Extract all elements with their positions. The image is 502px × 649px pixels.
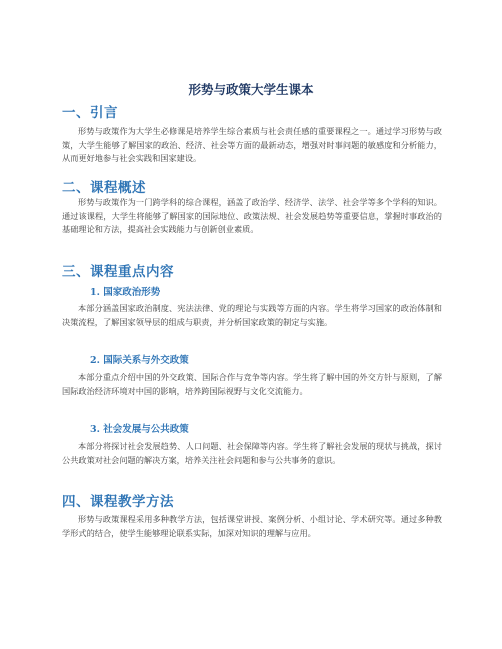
- section-heading-key-content: 三、课程重点内容: [62, 264, 174, 280]
- section-paragraph-overview: 形势与政策作为一门跨学科的综合课程，涵盖了政治学、经济学、法学、社会学等多个学科的知识。通过该课程，大学生将能够了解国家的国际地位、政策法规、社会发展趋势等重要信息，掌握时事政治的基础理论和方法，提高社会实践能力与创新创业素质。: [62, 197, 442, 234]
- section-heading-overview: 二、课程概述: [62, 180, 146, 196]
- subsection-paragraph-politics: 本部分涵盖国家政治制度、宪法法律、党的理论与实践等方面的内容。学生将学习国家的政治体制和决策流程，了解国家领导层的组成与职责，并分析国家政策的制定与实施。: [62, 303, 442, 327]
- section-heading-teaching-methods: 四、课程教学方法: [62, 494, 174, 510]
- section-heading-introduction: 一、引言: [62, 105, 118, 121]
- subsection-paragraph-social-policy: 本部分将探讨社会发展趋势、人口问题、社会保障等内容。学生将了解社会发展的现状与挑战，探讨公共政策对社会问题的解决方案，培养关注社会问题和参与公共事务的意识。: [62, 441, 442, 465]
- subsection-heading-social-policy: 3. 社会发展与公共政策: [90, 424, 189, 435]
- document-title: 形势与政策大学生课本: [188, 82, 314, 97]
- subsection-paragraph-foreign-policy: 本部分重点介绍中国的外交政策、国际合作与竞争等内容。学生将了解中国的外交方针与原则，了解国际政治经济环境对中国的影响，培养跨国际视野与文化交流能力。: [62, 372, 442, 396]
- subsection-heading-politics: 1. 国家政治形势: [90, 287, 161, 298]
- subsection-heading-foreign-policy: 2. 国际关系与外交政策: [90, 355, 189, 366]
- section-paragraph-teaching-methods: 形势与政策课程采用多种教学方法，包括课堂讲授、案例分析、小组讨论、学术研究等。通过多种教学形式的结合，使学生能够理论联系实际，加深对知识的理解与应用。: [62, 514, 442, 538]
- section-paragraph-introduction: 形势与政策作为大学生必修课是培养学生综合素质与社会责任感的重要课程之一。通过学习形势与政策，大学生能够了解国家的政治、经济、社会等方面的最新动态，增强对时事问题的敏感度和分析能力，从而更好地参与社会实践和国家建设。: [62, 126, 442, 163]
